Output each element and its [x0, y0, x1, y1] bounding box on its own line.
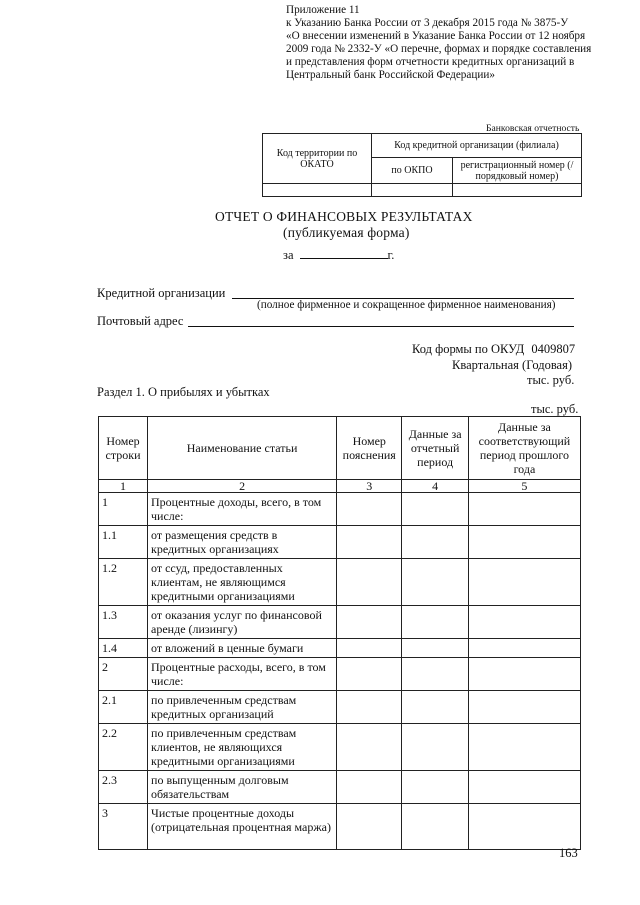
codes-table: [262, 133, 582, 197]
appendix-reference: [286, 4, 616, 82]
row-number: 1.4: [99, 639, 148, 658]
table-header-row: [99, 417, 581, 480]
column-numbers-row: [99, 480, 581, 493]
row-previous-period-cell[interactable]: [468, 526, 580, 559]
table-row: [99, 559, 581, 606]
appendix-line: Приложение 11: [286, 4, 360, 16]
postal-address-field[interactable]: [188, 326, 574, 327]
row-number: 1.2: [99, 559, 148, 606]
row-number: 2.3: [99, 771, 148, 804]
row-previous-period-cell[interactable]: [468, 724, 580, 771]
report-subtitle: (публикуемая форма): [283, 225, 410, 240]
header-current-period: Данные за отчетный период: [402, 417, 468, 480]
row-current-period-cell[interactable]: [402, 724, 468, 771]
row-item-name: Чистые процентные доходы (отрицательная процентная маржа): [148, 804, 337, 850]
header-previous-period: Данные за соответствующий период прошлого года: [468, 417, 580, 480]
row-number: 2.1: [99, 691, 148, 724]
reg-number-header: регистрационный номер (/порядковый номер): [453, 158, 582, 184]
row-explanation-cell[interactable]: [337, 771, 402, 804]
row-current-period-cell[interactable]: [402, 559, 468, 606]
credit-org-code-header: Код кредитной организации (филиала): [372, 134, 582, 158]
row-number: 2.2: [99, 724, 148, 771]
row-current-period-cell[interactable]: [402, 658, 468, 691]
row-item-name: от размещения средств в кредитных организациях: [148, 526, 337, 559]
column-number: 5: [468, 480, 580, 493]
row-item-name: от оказания услуг по финансовой аренде (лизингу): [148, 606, 337, 639]
row-number: 1.3: [99, 606, 148, 639]
row-item-name: от ссуд, предоставленных клиентам, не являющимся кредитными организациями: [148, 559, 337, 606]
appendix-line: 2009 года № 2332-У «О перечне, формах и порядке составления: [286, 43, 592, 55]
period-suffix: г.: [387, 248, 395, 262]
row-current-period-cell[interactable]: [402, 606, 468, 639]
row-explanation-cell[interactable]: [337, 724, 402, 771]
appendix-line: и представления форм отчетности кредитных организаций в: [286, 56, 575, 68]
units-label: тыс. руб.: [527, 373, 575, 387]
row-number: 1.1: [99, 526, 148, 559]
row-current-period-cell[interactable]: [402, 639, 468, 658]
okud-code: 0409807: [531, 342, 576, 356]
section-title: Раздел 1. О прибылях и убытках: [97, 385, 270, 399]
row-previous-period-cell[interactable]: [468, 804, 580, 850]
column-number: 4: [402, 480, 468, 493]
header-item-name: Наименование статьи: [148, 417, 337, 480]
table-row: [99, 493, 581, 526]
periodicity-label: Квартальная (Годовая): [452, 358, 573, 372]
row-number: 3: [99, 804, 148, 850]
section-units-label: тыс. руб.: [531, 402, 579, 416]
column-number: 3: [337, 480, 402, 493]
appendix-line: к Указанию Банка России от 3 декабря 2015 года № 3875-У: [286, 17, 569, 29]
table-row: [99, 724, 581, 771]
row-current-period-cell[interactable]: [402, 691, 468, 724]
bank-reporting-label: Банковская отчетность: [486, 123, 580, 134]
appendix-line: Центральный банк Российской Федерации»: [286, 69, 495, 81]
period-prefix: за: [283, 248, 294, 262]
credit-org-name-hint: (полное фирменное и сокращенное фирменное наименования): [257, 299, 556, 311]
row-previous-period-cell[interactable]: [468, 691, 580, 724]
table-row: [99, 771, 581, 804]
row-explanation-cell[interactable]: [337, 606, 402, 639]
okud-form-code: [412, 342, 575, 357]
period-blank-field[interactable]: [300, 248, 388, 259]
row-explanation-cell[interactable]: [337, 639, 402, 658]
territory-code-cell[interactable]: [263, 184, 372, 197]
profit-loss-table: [98, 416, 581, 850]
row-explanation-cell[interactable]: [337, 493, 402, 526]
row-previous-period-cell[interactable]: [468, 606, 580, 639]
column-number: 2: [148, 480, 337, 493]
okpo-cell[interactable]: [372, 184, 453, 197]
report-title: ОТЧЕТ О ФИНАНСОВЫХ РЕЗУЛЬТАТАХ: [215, 209, 473, 224]
row-explanation-cell[interactable]: [337, 691, 402, 724]
row-previous-period-cell[interactable]: [468, 559, 580, 606]
row-previous-period-cell[interactable]: [468, 658, 580, 691]
table-row: [99, 639, 581, 658]
row-number: 1: [99, 493, 148, 526]
page-number: 163: [559, 846, 578, 860]
row-previous-period-cell[interactable]: [468, 639, 580, 658]
credit-org-label: Кредитной организации: [97, 286, 226, 300]
report-period: [283, 248, 394, 263]
row-current-period-cell[interactable]: [402, 493, 468, 526]
table-row: [99, 606, 581, 639]
header-row-number: Номер строки: [99, 417, 148, 480]
row-number: 2: [99, 658, 148, 691]
row-item-name: Процентные доходы, всего, в том числе:: [148, 493, 337, 526]
row-item-name: по привлеченным средствам клиентов, не являющихся кредитными организациями: [148, 724, 337, 771]
table-row: [99, 691, 581, 724]
row-item-name: по выпущенным долговым обязательствам: [148, 771, 337, 804]
row-item-name: Процентные расходы, всего, в том числе:: [148, 658, 337, 691]
appendix-line: «О внесении изменений в Указание Банка России от 12 ноября: [286, 30, 586, 42]
reg-number-cell[interactable]: [453, 184, 582, 197]
postal-address-label: Почтовый адрес: [97, 314, 184, 328]
row-current-period-cell[interactable]: [402, 771, 468, 804]
territory-code-header: Код территории по ОКАТО: [263, 134, 372, 184]
row-current-period-cell[interactable]: [402, 526, 468, 559]
row-current-period-cell[interactable]: [402, 804, 468, 850]
row-explanation-cell[interactable]: [337, 658, 402, 691]
row-item-name: по привлеченным средствам кредитных организаций: [148, 691, 337, 724]
header-explanation-number: Номер пояснения: [337, 417, 402, 480]
row-explanation-cell[interactable]: [337, 559, 402, 606]
row-explanation-cell[interactable]: [337, 804, 402, 850]
row-previous-period-cell[interactable]: [468, 771, 580, 804]
row-explanation-cell[interactable]: [337, 526, 402, 559]
table-row: [99, 804, 581, 850]
row-previous-period-cell[interactable]: [468, 493, 580, 526]
column-number: 1: [99, 480, 148, 493]
row-item-name: от вложений в ценные бумаги: [148, 639, 337, 658]
okpo-header: по ОКПО: [372, 158, 453, 184]
table-row: [99, 658, 581, 691]
table-row: [99, 526, 581, 559]
okud-label: Код формы по ОКУД: [412, 342, 525, 356]
